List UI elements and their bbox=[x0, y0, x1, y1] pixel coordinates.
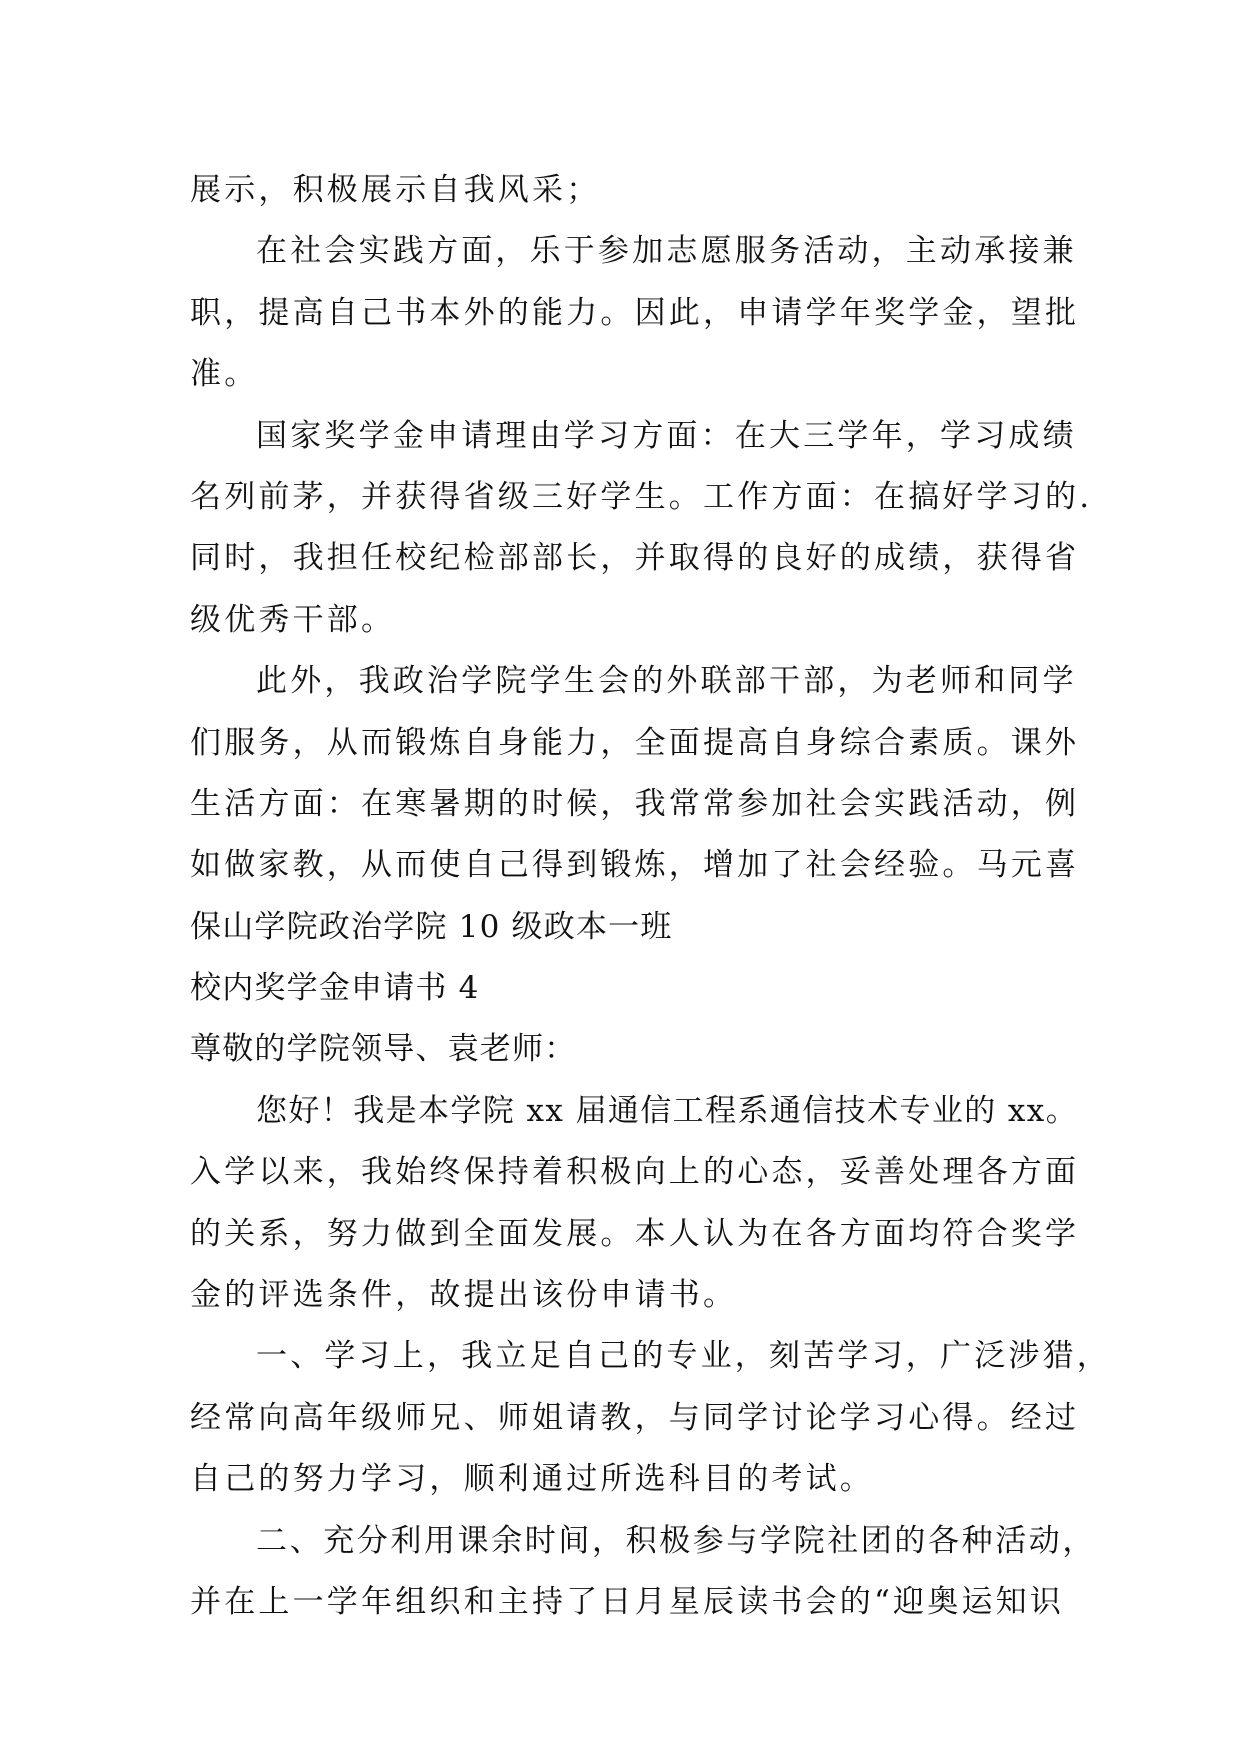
text-line: 们服务，从而锻炼自身能力，全面提高自身综合素质。课外 bbox=[190, 724, 1080, 761]
text-line: 的关系，努力做到全面发展。本人认为在各方面均符合奖学 bbox=[190, 1215, 1080, 1252]
text-line: 职，提高自己书本外的能力。因此，申请学年奖学金，望批 bbox=[190, 294, 1080, 331]
text-line: 同时，我担任校纪检部部长，并取得的良好的成绩，获得省 bbox=[190, 540, 1080, 577]
salutation: 尊敬的学院领导、袁老师： bbox=[190, 1031, 577, 1068]
text-line: 金的评选条件，故提出该份申请书。 bbox=[190, 1277, 738, 1314]
text-line: 入学以来，我始终保持着积极向上的心态，妥善处理各方面 bbox=[190, 1154, 1080, 1191]
text-line: 生活方面：在寒暑期的时候，我常常参加社会实践活动，例 bbox=[190, 785, 1080, 822]
text-line: 如做家教，从而使自己得到锻炼，增加了社会经验。马元喜 bbox=[190, 847, 1080, 884]
text-line: 保山学院政治学院 10 级政本一班 bbox=[190, 908, 673, 945]
paragraph-first-line: 您好！我是本学院 xx 届通信工程系通信技术专业的 xx。 bbox=[256, 1092, 1079, 1129]
text-line: 经常向高年级师兄、师姐请教，与同学讨论学习心得。经过 bbox=[190, 1399, 1080, 1436]
section-heading: 校内奖学金申请书 4 bbox=[190, 970, 480, 1007]
paragraph-first-line: 二、充分利用课余时间，积极参与学院社团的各种活动， bbox=[256, 1522, 1096, 1559]
text-line: 并在上一学年组织和主持了日月星辰读书会的“迎奥运知识 bbox=[190, 1583, 1065, 1620]
text-line: 自己的努力学习，顺利通过所选科目的考试。 bbox=[190, 1461, 874, 1498]
text-line: 名列前茅，并获得省级三好学生。工作方面：在搞好学习的. bbox=[190, 478, 1093, 515]
text-line: 级优秀干部。 bbox=[190, 601, 396, 638]
paragraph-first-line: 在社会实践方面，乐于参加志愿服务活动，主动承接兼 bbox=[256, 233, 1077, 270]
text-line: 准。 bbox=[190, 356, 259, 393]
text-line: 展示，积极展示自我风采； bbox=[190, 172, 601, 208]
paragraph-first-line: 国家奖学金申请理由学习方面：在大三学年，学习成绩 bbox=[256, 417, 1077, 454]
paragraph-first-line: 此外，我政治学院学生会的外联部干部，为老师和同学 bbox=[256, 663, 1077, 700]
document-body bbox=[190, 160, 1111, 1633]
paragraph-first-line: 一、学习上，我立足自己的专业，刻苦学习，广泛涉猎， bbox=[256, 1338, 1111, 1375]
